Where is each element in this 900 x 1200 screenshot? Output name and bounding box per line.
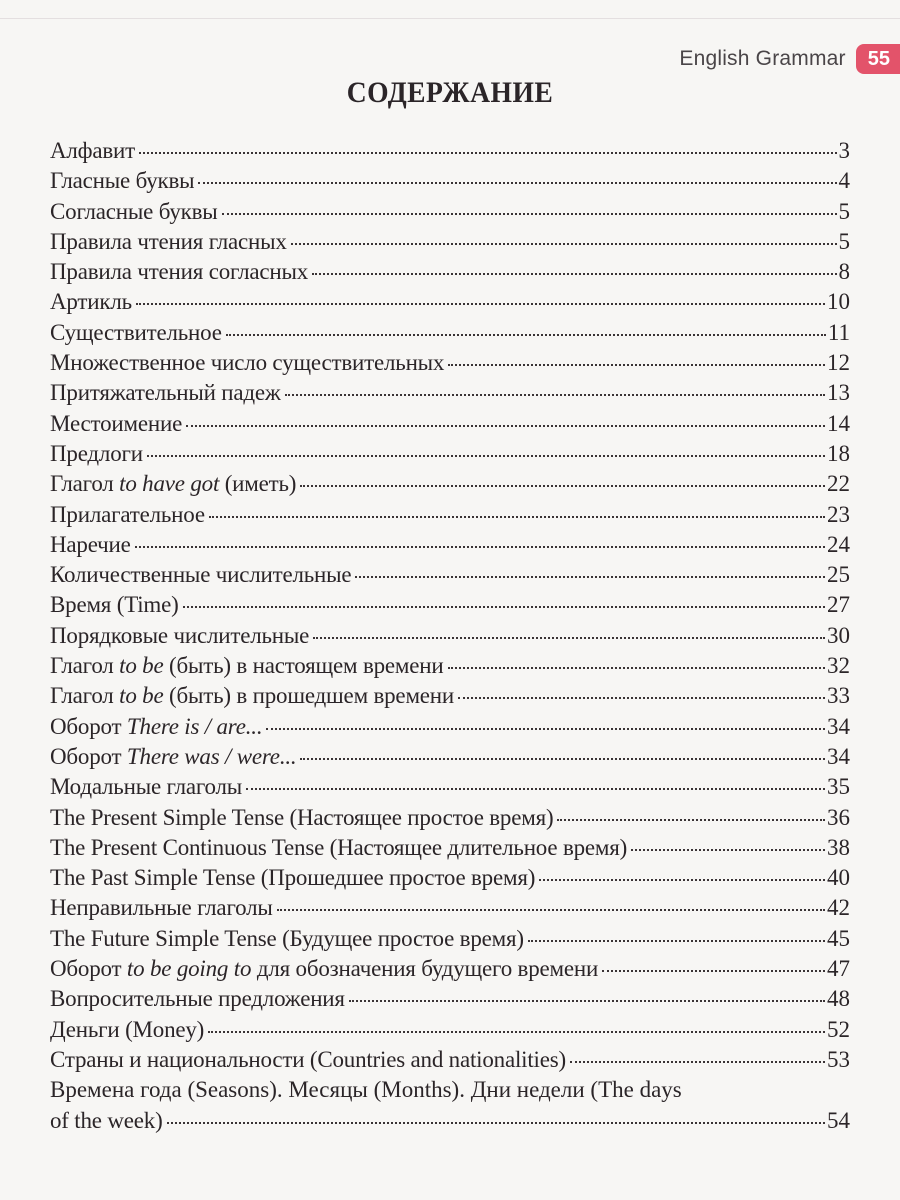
toc-entry[interactable]: [50, 530, 850, 560]
toc-page-number: 30: [827, 622, 850, 648]
toc-entry[interactable]: [50, 742, 850, 772]
toc-entry[interactable]: [50, 318, 850, 348]
toc-entry-label: [50, 1045, 566, 1075]
dot-leader: [300, 757, 825, 760]
toc-entry-label: [50, 712, 262, 742]
label-text-suffix: (быть) в прошедшем времени: [163, 683, 455, 709]
toc-entry[interactable]: [50, 469, 850, 499]
toc-entry-label: [50, 742, 296, 772]
page-number-badge: 55: [856, 44, 900, 74]
toc-entry[interactable]: [50, 227, 850, 257]
label-text: Алфавит: [50, 138, 136, 163]
toc-page-number: 10: [827, 289, 850, 315]
label-text-suffix: (быть) в настоящем времени: [163, 653, 444, 679]
toc-entry-label: [50, 772, 242, 802]
toc-entry[interactable]: [50, 560, 850, 590]
toc-entry[interactable]: [50, 772, 850, 802]
dot-leader: [136, 302, 825, 305]
dot-leader: [300, 484, 825, 487]
toc-entry[interactable]: [50, 378, 850, 408]
label-text: Модальные глаголы: [50, 774, 243, 800]
label-italic-text: to be: [119, 683, 164, 709]
label-text: Правила чтения согласных: [50, 259, 309, 285]
label-italic-text: There was / were...: [126, 743, 297, 769]
dot-leader: [448, 363, 825, 366]
dot-leader: [557, 818, 825, 821]
toc-entry[interactable]: [50, 439, 850, 469]
toc-page-number: 4: [838, 168, 850, 194]
toc-entry[interactable]: [50, 984, 850, 1014]
label-text: The Present Continuous Tense (Настоящее длительное время): [50, 834, 628, 860]
toc-page-number: 54: [827, 1107, 850, 1133]
dot-leader: [183, 605, 825, 608]
toc-entry-label: [50, 439, 143, 469]
toc-entry[interactable]: [50, 348, 850, 378]
toc-page-number: 25: [827, 562, 850, 588]
toc-entry-label: [50, 1015, 204, 1045]
toc-page-number: 13: [827, 380, 850, 406]
toc-entry-label: [50, 621, 309, 651]
toc-page-number: 35: [827, 774, 850, 800]
toc-page-number: 8: [838, 259, 850, 285]
dot-leader: [602, 969, 825, 972]
toc-page-number: 34: [827, 743, 850, 769]
toc-page-number: 24: [827, 531, 850, 557]
toc-entry[interactable]: [50, 287, 850, 317]
toc-title: СОДЕРЖАНИЕ: [346, 76, 554, 109]
toc-entry-label: [50, 954, 598, 984]
toc-page-number: 27: [827, 592, 850, 618]
dot-leader: [198, 181, 836, 184]
dot-leader: [312, 272, 836, 275]
toc-page-number: 18: [827, 440, 850, 466]
toc-entry[interactable]: [50, 590, 850, 620]
label-text: Гласные буквы: [50, 168, 195, 194]
label-text: Деньги (Money): [50, 1016, 205, 1042]
toc-entry[interactable]: [50, 500, 850, 530]
dot-leader: [539, 878, 825, 881]
toc-entry-label: [50, 409, 182, 439]
label-text: Местоимение: [50, 410, 183, 436]
label-text: Артикль: [50, 289, 132, 315]
label-text: Неправильные глаголы: [50, 895, 273, 921]
label-text: Количественные числительные: [50, 562, 352, 588]
label-text: Существительное: [50, 319, 222, 345]
toc-page-number: 5: [838, 228, 850, 254]
toc-entry-label: [50, 257, 308, 287]
dot-leader: [186, 424, 825, 427]
toc-entry-label: [50, 348, 444, 378]
dot-leader: [631, 848, 825, 851]
label-text: Глагол: [50, 471, 120, 497]
toc-page-number: 3: [838, 138, 850, 163]
dot-leader: [167, 1121, 825, 1124]
toc-entry-label: [50, 500, 205, 530]
label-text: Притяжательный падеж: [50, 380, 281, 406]
dot-leader: [349, 999, 825, 1002]
toc-entry-label: [50, 166, 194, 196]
label-text: Множественное число существительных: [50, 350, 445, 376]
toc-page-number: 47: [827, 956, 850, 982]
toc-entry[interactable]: [50, 409, 850, 439]
dot-leader: [528, 939, 825, 942]
label-italic-text: There is / are...: [126, 713, 263, 739]
toc-entry[interactable]: [50, 621, 850, 651]
dot-leader: [313, 636, 825, 639]
label-italic-text: to be going to: [126, 956, 252, 982]
dot-leader: [277, 908, 825, 911]
label-text: Вопросительные предложения: [50, 986, 345, 1012]
dot-leader: [570, 1060, 825, 1063]
toc-entry-label: [50, 136, 135, 166]
toc-page-number: 45: [827, 925, 850, 951]
dot-leader: [458, 696, 825, 699]
toc-entry-label: [50, 803, 553, 833]
label-text: Оборот: [50, 743, 127, 769]
toc-entry-label: [50, 530, 131, 560]
toc-entry[interactable]: [50, 1015, 850, 1045]
dot-leader: [222, 212, 837, 215]
toc-page-number: 38: [827, 834, 850, 860]
toc-entry[interactable]: [50, 257, 850, 287]
label-italic-text: to be: [119, 653, 164, 679]
toc-entry-label: Времена года (Seasons). Месяцы (Months). Дни недели (The days: [50, 1077, 682, 1103]
toc-entry-label: [50, 924, 524, 954]
toc-page-number: 22: [827, 471, 850, 497]
toc-entry[interactable]: [50, 712, 850, 742]
label-text-suffix: для обозначения будущего времени: [251, 956, 599, 982]
dot-leader: [147, 454, 825, 457]
dot-leader: [355, 575, 825, 578]
toc-entry-label: [50, 378, 281, 408]
label-text: The Present Simple Tense (Настоящее простое время): [50, 804, 554, 830]
dot-leader: [226, 333, 826, 336]
toc-page-number: 23: [827, 501, 850, 527]
toc-entry-label: [50, 287, 132, 317]
dot-leader: [208, 1030, 825, 1033]
label-text: The Past Simple Tense (Прошедшее простое время): [50, 865, 536, 891]
dot-leader: [291, 242, 837, 245]
label-text: Порядковые числительные: [50, 622, 310, 648]
dot-leader: [139, 151, 836, 154]
dot-leader: [209, 515, 825, 518]
table-of-contents: [50, 136, 850, 1136]
label-text: Время (Time): [50, 592, 179, 618]
dot-leader: [266, 727, 825, 730]
label-text: Прилагательное: [50, 501, 205, 527]
dot-leader: [448, 666, 825, 669]
toc-entry-label: [50, 469, 296, 499]
toc-entry-label: [50, 227, 287, 257]
label-text: Глагол: [50, 683, 120, 709]
toc-entry[interactable]: [50, 136, 850, 166]
label-text: Оборот: [50, 956, 127, 982]
toc-page-number: 32: [827, 653, 850, 679]
toc-page-number: 11: [827, 319, 850, 345]
label-text: Предлоги: [50, 440, 143, 466]
toc-entry-label: [50, 318, 222, 348]
toc-entry[interactable]: [50, 197, 850, 227]
toc-entry[interactable]: [50, 803, 850, 833]
label-text: Оборот: [50, 713, 127, 739]
toc-entry[interactable]: [50, 1045, 850, 1075]
toc-entry-label-continued: of the week): [50, 1107, 163, 1133]
toc-entry-label: [50, 590, 179, 620]
label-text-suffix: (иметь): [219, 471, 297, 497]
toc-page-number: 5: [838, 198, 850, 224]
dot-leader: [285, 393, 825, 396]
toc-entry-label: [50, 560, 351, 590]
dot-leader: [135, 545, 825, 548]
toc-entry[interactable]: [50, 954, 850, 984]
label-text: Наречие: [50, 531, 131, 557]
toc-entry-label: [50, 984, 345, 1014]
toc-entry[interactable]: [50, 924, 850, 954]
dot-leader: [246, 787, 825, 790]
toc-entry[interactable]: [50, 651, 850, 681]
toc-entry[interactable]: [50, 166, 850, 196]
toc-entry[interactable]: [50, 863, 850, 893]
toc-page-number: 40: [827, 865, 850, 891]
toc-page-number: 53: [827, 1046, 850, 1072]
page-top-rule: [0, 18, 900, 19]
toc-entry[interactable]: [50, 833, 850, 863]
toc-entry-label: [50, 651, 444, 681]
label-text: Правила чтения гласных: [50, 228, 287, 254]
toc-entry-label: [50, 893, 273, 923]
toc-entry-label: [50, 863, 535, 893]
toc-entry[interactable]: [50, 681, 850, 711]
toc-page-number: 33: [827, 683, 850, 709]
label-text: The Future Simple Tense (Будущее простое время): [50, 925, 524, 951]
toc-page-number: 42: [827, 895, 850, 921]
toc-entry[interactable]: [50, 1075, 850, 1136]
book-title: English Grammar: [679, 47, 846, 70]
toc-entry-label: [50, 833, 627, 863]
label-text: Страны и национальности (Countries and nationalities): [50, 1046, 566, 1072]
toc-page-number: 48: [827, 986, 850, 1012]
label-italic-text: to have got: [119, 471, 220, 497]
toc-entry-label: [50, 681, 454, 711]
running-header: [679, 44, 900, 74]
toc-page-number: 52: [827, 1016, 850, 1042]
toc-page-number: 34: [827, 713, 850, 739]
label-text: Согласные буквы: [50, 198, 218, 224]
toc-page-number: 14: [827, 410, 850, 436]
toc-entry[interactable]: [50, 893, 850, 923]
toc-page-number: 36: [827, 804, 850, 830]
toc-entry-label: [50, 197, 218, 227]
label-text: Глагол: [50, 653, 120, 679]
toc-page-number: 12: [827, 350, 850, 376]
